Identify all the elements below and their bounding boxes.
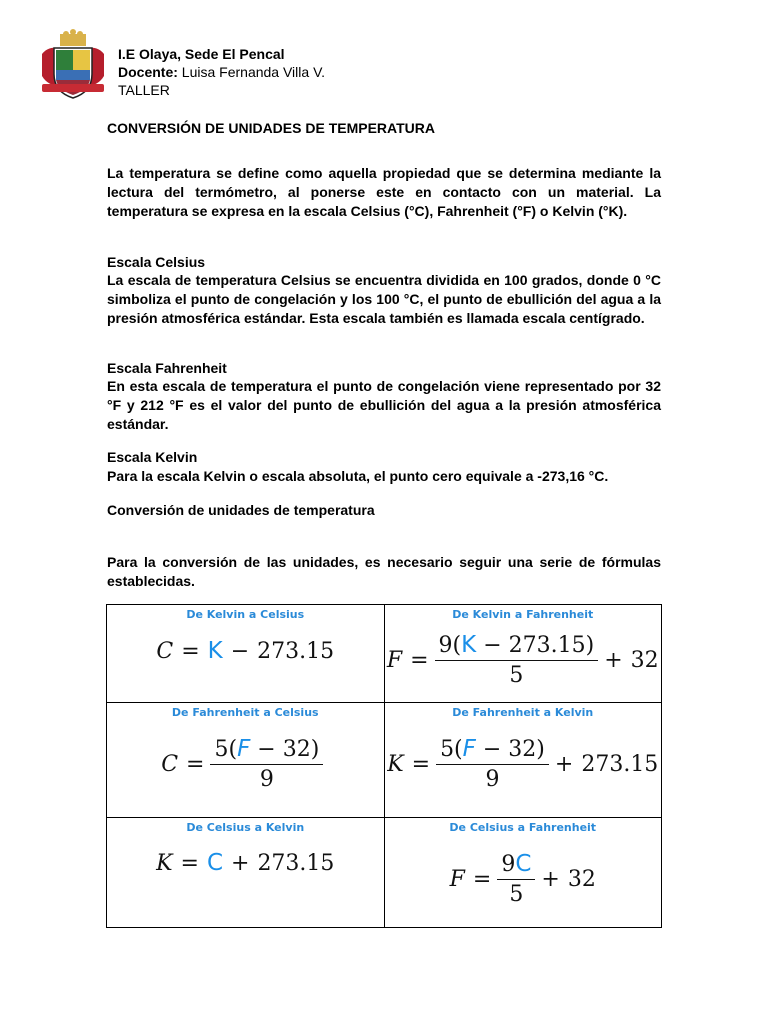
teacher-line — [118, 63, 325, 81]
teacher-name: Luisa Fernanda Villa V. — [181, 64, 326, 80]
formula-caption: De Kelvin a Celsius — [186, 608, 305, 621]
teacher-label: Docente: — [118, 64, 178, 80]
formula: C = K − 273.15 — [156, 638, 335, 664]
celsius-paragraph: La escala de temperatura Celsius se encuentra dividida en 100 grados, donde 0 °C simboliza el punto de congelación y los 100 °C, el punto de ebullición del agua a la presión atmosférica estándar. Esta escala también es llamada escala centígrado. — [107, 272, 661, 326]
formula-cell-kelvin-celsius — [107, 605, 385, 703]
formula: K = $\frac{5(F - 32)}{9}$ + 273.15 — [387, 736, 659, 792]
formula: F = $\frac{9C}{5}$ + 32 — [449, 851, 596, 907]
kelvin-paragraph: Para la escala Kelvin o escala absoluta, el punto cero equivale a -273,16 °C. — [107, 468, 609, 484]
document-type: TALLER — [118, 82, 170, 98]
intro-paragraph: La temperatura se define como aquella propiedad que se determina mediante la lectura del termómetro, al ponerse este en contacto con un material. La temperatura se expresa en la escala Celsius (°C), Fahrenheit (°F) o Kelvin (°K). — [107, 165, 661, 219]
formula-table — [106, 604, 662, 928]
celsius-heading: Escala Celsius — [107, 254, 206, 270]
conversion-paragraph: Para la conversión de las unidades, es necesario seguir una serie de fórmulas establecidas. — [107, 554, 661, 589]
fahrenheit-heading: Escala Fahrenheit — [107, 360, 227, 376]
formula-caption: De Fahrenheit a Kelvin — [452, 706, 594, 719]
formula: K = C + 273.15 — [156, 850, 335, 876]
school-crest-logo — [38, 28, 108, 100]
variable-highlight: K — [461, 632, 477, 658]
formula-cell-kelvin-fahrenheit — [384, 605, 662, 703]
formula-cell-fahrenheit-celsius — [107, 703, 385, 818]
formula-cell-fahrenheit-kelvin — [384, 703, 662, 818]
variable-highlight: F — [462, 736, 476, 762]
school-name: I.E Olaya, Sede El Pencal — [118, 46, 285, 62]
document-header — [118, 45, 325, 99]
formula-caption: De Celsius a Kelvin — [186, 821, 305, 834]
conversion-heading: Conversión de unidades de temperatura — [107, 502, 375, 518]
variable-highlight: K — [207, 638, 223, 664]
formula-caption: De Celsius a Fahrenheit — [449, 821, 597, 834]
formula: C = $\frac{5(F - 32)}{9}$ — [107, 719, 384, 809]
formula-caption: De Fahrenheit a Celsius — [171, 706, 319, 719]
variable-highlight: C — [515, 851, 532, 877]
kelvin-heading: Escala Kelvin — [107, 449, 198, 465]
formula: F = $\frac{9(K - 273.15)}{5}$ + 32 — [386, 632, 659, 688]
variable-highlight: F — [237, 736, 251, 762]
variable-highlight: C — [206, 850, 223, 876]
page-title: CONVERSIÓN DE UNIDADES DE TEMPERATURA — [107, 120, 435, 136]
fahrenheit-paragraph: En esta escala de temperatura el punto de congelación viene representado por 32 °F y 212 °F es el valor del punto de ebullición del agua a la presión atmosférica estándar. — [107, 378, 661, 432]
formula-cell-celsius-fahrenheit — [384, 818, 662, 928]
formula-cell-celsius-kelvin — [107, 818, 385, 928]
formula-caption: De Kelvin a Fahrenheit — [452, 608, 594, 621]
